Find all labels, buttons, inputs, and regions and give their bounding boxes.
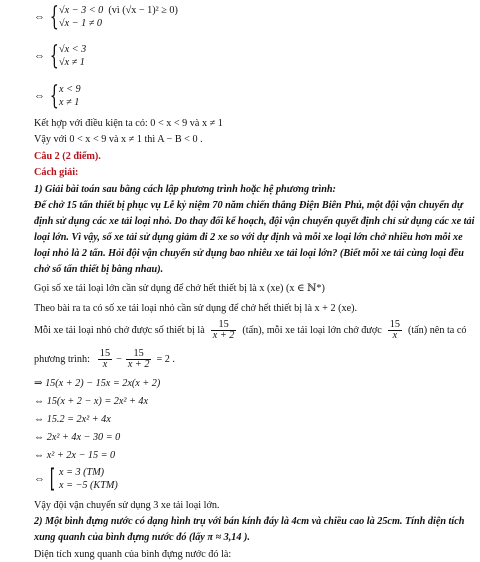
- system-3-row-1: x < 9: [59, 84, 81, 95]
- fraction-denominator: x + 2: [212, 330, 235, 341]
- fraction-small-load: [211, 320, 237, 341]
- problem-2-title: 2) Một bình đựng nước có dạng hình trụ với bán kính đáy là 4cm và chiều cao là 25cm. Tính diện tích: [34, 516, 465, 527]
- answer-1: Vậy đội vận chuyển sử dụng 3 xe tải loại lớn.: [34, 500, 220, 511]
- let-x-line: [34, 283, 325, 295]
- system-1-row-1: [59, 4, 178, 17]
- fraction-denominator: x: [102, 359, 108, 370]
- bracket: [: [49, 464, 56, 494]
- problem-1-line-3: loại lớn. Vì vậy, số xe tải sử dụng giảm đi 2 xe so với dự định và mỗi xe loại lớn chở nhiều hơn mỗi xe: [34, 232, 463, 243]
- system-2: [34, 43, 86, 69]
- question-2-title: Câu 2 (2 điểm).: [34, 151, 101, 162]
- system-3: [34, 83, 81, 109]
- let-x-condition: (x ∈ ℕ*): [285, 283, 325, 294]
- conclusion: Vậy với 0 < x < 9 và x ≠ 1 thì A − B < 0 .: [34, 134, 203, 145]
- problem-1-title: 1) Giải bài toán sau bằng cách lập phương trình hoặc hệ phương trình:: [34, 184, 336, 195]
- problem-1-line-1: Để chở 15 tấn thiết bị phục vụ Lễ kỷ niệm 70 năm chiến thắng Điện Biên Phủ, một đội vận chuyển dự: [34, 200, 464, 211]
- system-1-row-2: √x − 1 ≠ 0: [59, 18, 102, 29]
- problem-1-line-2: định sử dụng các xe tải loại nhỏ. Do thay đổi kế hoạch, đội vận chuyển quyết định chỉ sử dụng các xe tải: [34, 216, 475, 227]
- solution-heading: Cách giải:: [34, 167, 79, 178]
- combine-conditions: Kết hợp với điều kiện ta có: 0 < x < 9 và x ≠ 1: [34, 118, 223, 129]
- system-4: [34, 466, 118, 492]
- system-2-row-2: √x ≠ 1: [59, 57, 85, 68]
- minus-sign: −: [116, 353, 122, 365]
- load-line: [34, 320, 467, 341]
- brace: {: [49, 41, 59, 71]
- equation-fraction-1: [98, 349, 112, 370]
- fraction-numerator: 15: [126, 349, 152, 360]
- system-2-row-1: √x < 3: [59, 44, 87, 55]
- equation-fraction-2: [126, 349, 152, 370]
- problem-1-line-5: chở số tấn thiết bị bằng nhau).: [34, 264, 164, 275]
- step-5: ⇔ x² + 2x − 15 = 0: [34, 450, 116, 461]
- brace: {: [49, 2, 59, 32]
- system-1-row-1-note: (vì (√x − 1)² ≥ 0): [108, 5, 178, 16]
- equivalence-arrow: ⇔: [34, 50, 45, 62]
- brace: {: [49, 81, 59, 111]
- system-4-row-1: x = 3 (TM): [59, 467, 105, 478]
- equation-rhs: = 2 .: [156, 353, 175, 365]
- fraction-numerator: 15: [389, 319, 400, 330]
- system-1: [34, 4, 178, 30]
- problem-2-line-2: xung quanh của bình đựng nước đó (lấy π ≈ 3,14 ).: [34, 532, 250, 543]
- equation-line: [34, 349, 175, 370]
- load-text-a: Mỗi xe tải loại nhỏ chở được số thiết bị là: [34, 324, 205, 336]
- equivalence-arrow: ⇔: [34, 90, 45, 102]
- area-intro: Diện tích xung quanh của bình đựng nước đó là:: [34, 549, 232, 560]
- fraction-denominator: x + 2: [127, 359, 150, 370]
- system-3-row-2: x ≠ 1: [59, 97, 80, 108]
- fraction-numerator: 15: [99, 348, 111, 359]
- fraction-denominator: x: [392, 330, 398, 341]
- equivalence-arrow: ⇔: [34, 11, 45, 23]
- step-3: ⇔ 15.2 = 2x² + 4x: [34, 414, 111, 425]
- fraction-numerator: 15: [211, 320, 237, 331]
- equation-label: phương trình:: [34, 353, 90, 365]
- system-1-row-1-expr: √x − 3 < 0: [59, 5, 104, 16]
- load-text-c: (tấn) nên ta có: [407, 324, 467, 336]
- system-4-row-2: x = −5 (KTM): [59, 480, 118, 491]
- equivalence-arrow: ⇔: [34, 473, 45, 485]
- step-2: ⇔ 15(x + 2 − x) = 2x² + 4x: [34, 396, 149, 407]
- step-4: ⇔ 2x² + 4x − 30 = 0: [34, 432, 121, 443]
- load-text-b: (tấn), mỗi xe tải loại lớn chở được: [242, 324, 382, 336]
- fraction-big-load: [388, 320, 402, 341]
- problem-1-line-4: loại nhỏ là 2 tấn. Hỏi đội vận chuyển sử dụng bao nhiêu xe tải loại lớn? (Biết mỗi xe tải cùng loại đều: [34, 248, 464, 259]
- small-trucks-line: Theo bài ra ta có số xe tải loại nhỏ cần sử dụng để chở hết thiết bị là x + 2 (xe).: [34, 303, 358, 314]
- step-1: ⇒ 15(x + 2) − 15x = 2x(x + 2): [34, 378, 161, 389]
- let-x-text: Gọi số xe tải loại lớn cần sử dụng để chở hết thiết bị là x (xe): [34, 283, 284, 294]
